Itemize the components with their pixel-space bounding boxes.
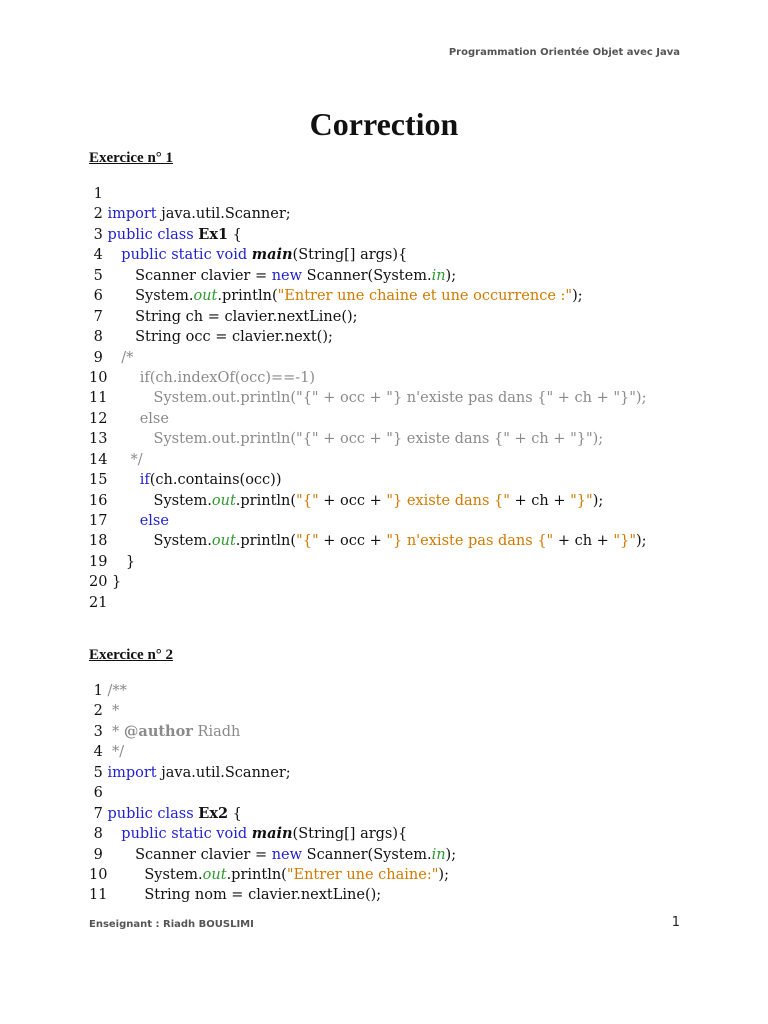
code-line [89,681,729,701]
code-line [89,450,729,470]
code-token: 1 [89,683,108,699]
code-line [89,429,729,449]
code-token: .println( [226,866,287,883]
code-line [89,865,729,885]
code-token: 7 String ch = clavier.nextLine(); [89,308,358,325]
code-line [89,701,729,721]
code-token: java.util.Scanner; [156,206,291,223]
code-line [89,531,729,551]
code-token: in [431,846,446,863]
code-token: "}" [613,533,636,550]
code-token: 11 String nom = clavier.nextLine(); [89,887,382,904]
code-line [89,491,729,511]
code-token: */ [107,744,125,761]
exercise-1-code [89,184,729,613]
code-line [89,327,729,347]
code-token: 8 [89,826,122,843]
code-token: ); [445,846,457,863]
code-line [89,307,729,327]
page-title: Correction [309,106,459,142]
code-token: Ex2 [198,804,229,822]
code-token: new [271,267,303,284]
code-token: main [251,825,293,843]
footer-teacher: Enseignant : Riadh BOUSLIMI [89,919,254,930]
page-header: Programmation Orientée Objet avec Java [448,47,680,58]
code-token: ); [636,533,647,550]
code-token: 16 System. [89,492,212,509]
code-token: 14 [89,451,131,468]
code-token: { [228,226,242,243]
code-token: .println( [235,533,297,550]
code-token: System.out.println("{" + occ + "} existe dans {" + ch + "}"); [153,431,604,448]
code-line [89,742,729,762]
code-token: 7 [89,805,108,822]
code-token: if(ch.indexOf(occ)==-1) [139,369,316,386]
code-token: ); [438,866,449,883]
code-token: out [193,288,218,305]
code-token: 3 [89,226,108,243]
code-token: public class [107,226,194,243]
code-line [89,470,729,490]
code-token: ); [572,288,583,305]
code-token: { [228,805,242,822]
code-token: 3 [89,723,108,740]
code-token: (String[] args){ [292,247,408,264]
code-token: 5 [89,764,108,781]
code-line [89,266,729,286]
code-line [89,388,729,408]
code-token: 12 [89,410,140,427]
code-line [89,348,729,368]
exercise-2-heading: Exercice n° 2 [89,647,174,663]
code-token: "}" [570,492,593,509]
code-line [89,885,729,905]
code-token: System.out.println("{" + occ + "} n'existe pas dans {" + ch + "}"); [153,390,647,407]
code-token: 9 [89,349,122,366]
code-line [89,225,729,245]
code-token: 6 [89,785,103,802]
code-token: .println( [217,288,278,305]
code-token: new [271,846,303,863]
code-token: /** [107,683,127,699]
code-token: + occ + [318,533,387,550]
code-token: 11 [89,390,154,407]
code-token: @author [123,722,193,740]
code-line [89,245,729,265]
code-token: java.util.Scanner; [156,764,291,781]
code-token: public static void [121,247,248,264]
code-token: 2 [89,703,108,720]
code-line [89,763,729,783]
code-token: out [211,492,236,509]
code-token: 18 System. [89,533,212,550]
code-line [89,845,729,865]
code-token: if [139,472,150,489]
code-token: else [139,513,169,529]
code-token: 19 } [89,553,136,570]
code-token: ); [592,492,604,509]
code-token: "Entrer une chaine:" [286,866,439,883]
code-token: 9 Scanner clavier = [89,846,272,863]
code-token: Ex1 [198,225,229,243]
code-line [89,511,729,531]
code-token: 17 [89,513,140,529]
code-token: "} n'existe pas dans {" [386,533,554,550]
code-token: * [107,703,120,720]
code-line [89,552,729,572]
code-token: public class [107,805,194,822]
code-line [89,204,729,224]
code-token: 2 [89,206,108,223]
code-token: 10 System. [89,866,203,883]
code-token: 13 [89,431,154,448]
code-line [89,572,729,592]
code-token: * [107,723,124,740]
code-token: out [202,866,227,883]
exercise-2-code [89,681,729,906]
code-token: "} existe dans {" [386,492,510,509]
exercise-1-heading: Exercice n° 1 [89,150,174,166]
code-token: else [139,410,169,427]
code-token: import [107,764,157,781]
code-token: out [211,533,236,550]
code-token: 1 [89,186,103,202]
code-token: 4 [89,247,122,264]
code-token: + ch + [553,533,614,550]
code-line [89,409,729,429]
code-token: Scanner(System. [302,846,432,863]
code-token: + ch + [509,492,571,509]
code-token: */ [130,451,143,468]
code-token: .println( [235,492,297,509]
code-token: in [431,267,446,284]
code-token: 5 Scanner clavier = [89,267,272,284]
code-token: main [251,246,293,264]
code-token: Scanner(System. [302,267,432,284]
code-token: /* [121,349,134,366]
code-token: 20 } [89,574,122,591]
code-line [89,722,729,742]
code-line [89,184,729,204]
code-line [89,286,729,306]
code-line [89,804,729,824]
code-token: (ch.contains(occ)) [149,472,282,489]
code-line [89,824,729,844]
code-token: 15 [89,472,140,489]
code-token: 8 String occ = clavier.next(); [89,329,333,346]
page-number: 1 [671,915,680,930]
code-token: ); [445,267,457,284]
code-token: 4 [89,744,108,761]
code-token: (String[] args){ [292,826,408,843]
code-token: 21 [89,594,108,611]
code-token: Riadh [192,723,241,740]
code-line [89,368,729,388]
code-line [89,783,729,803]
code-token: "{" [296,492,319,509]
code-token: "{" [296,533,319,550]
code-token: "Entrer une chaine et une occurrence :" [277,288,573,305]
code-token: 6 System. [89,288,194,305]
code-token: import [107,206,157,223]
code-token: 10 [89,369,140,386]
code-line [89,593,729,613]
code-token: public static void [121,826,248,843]
code-token: + occ + [318,492,387,509]
